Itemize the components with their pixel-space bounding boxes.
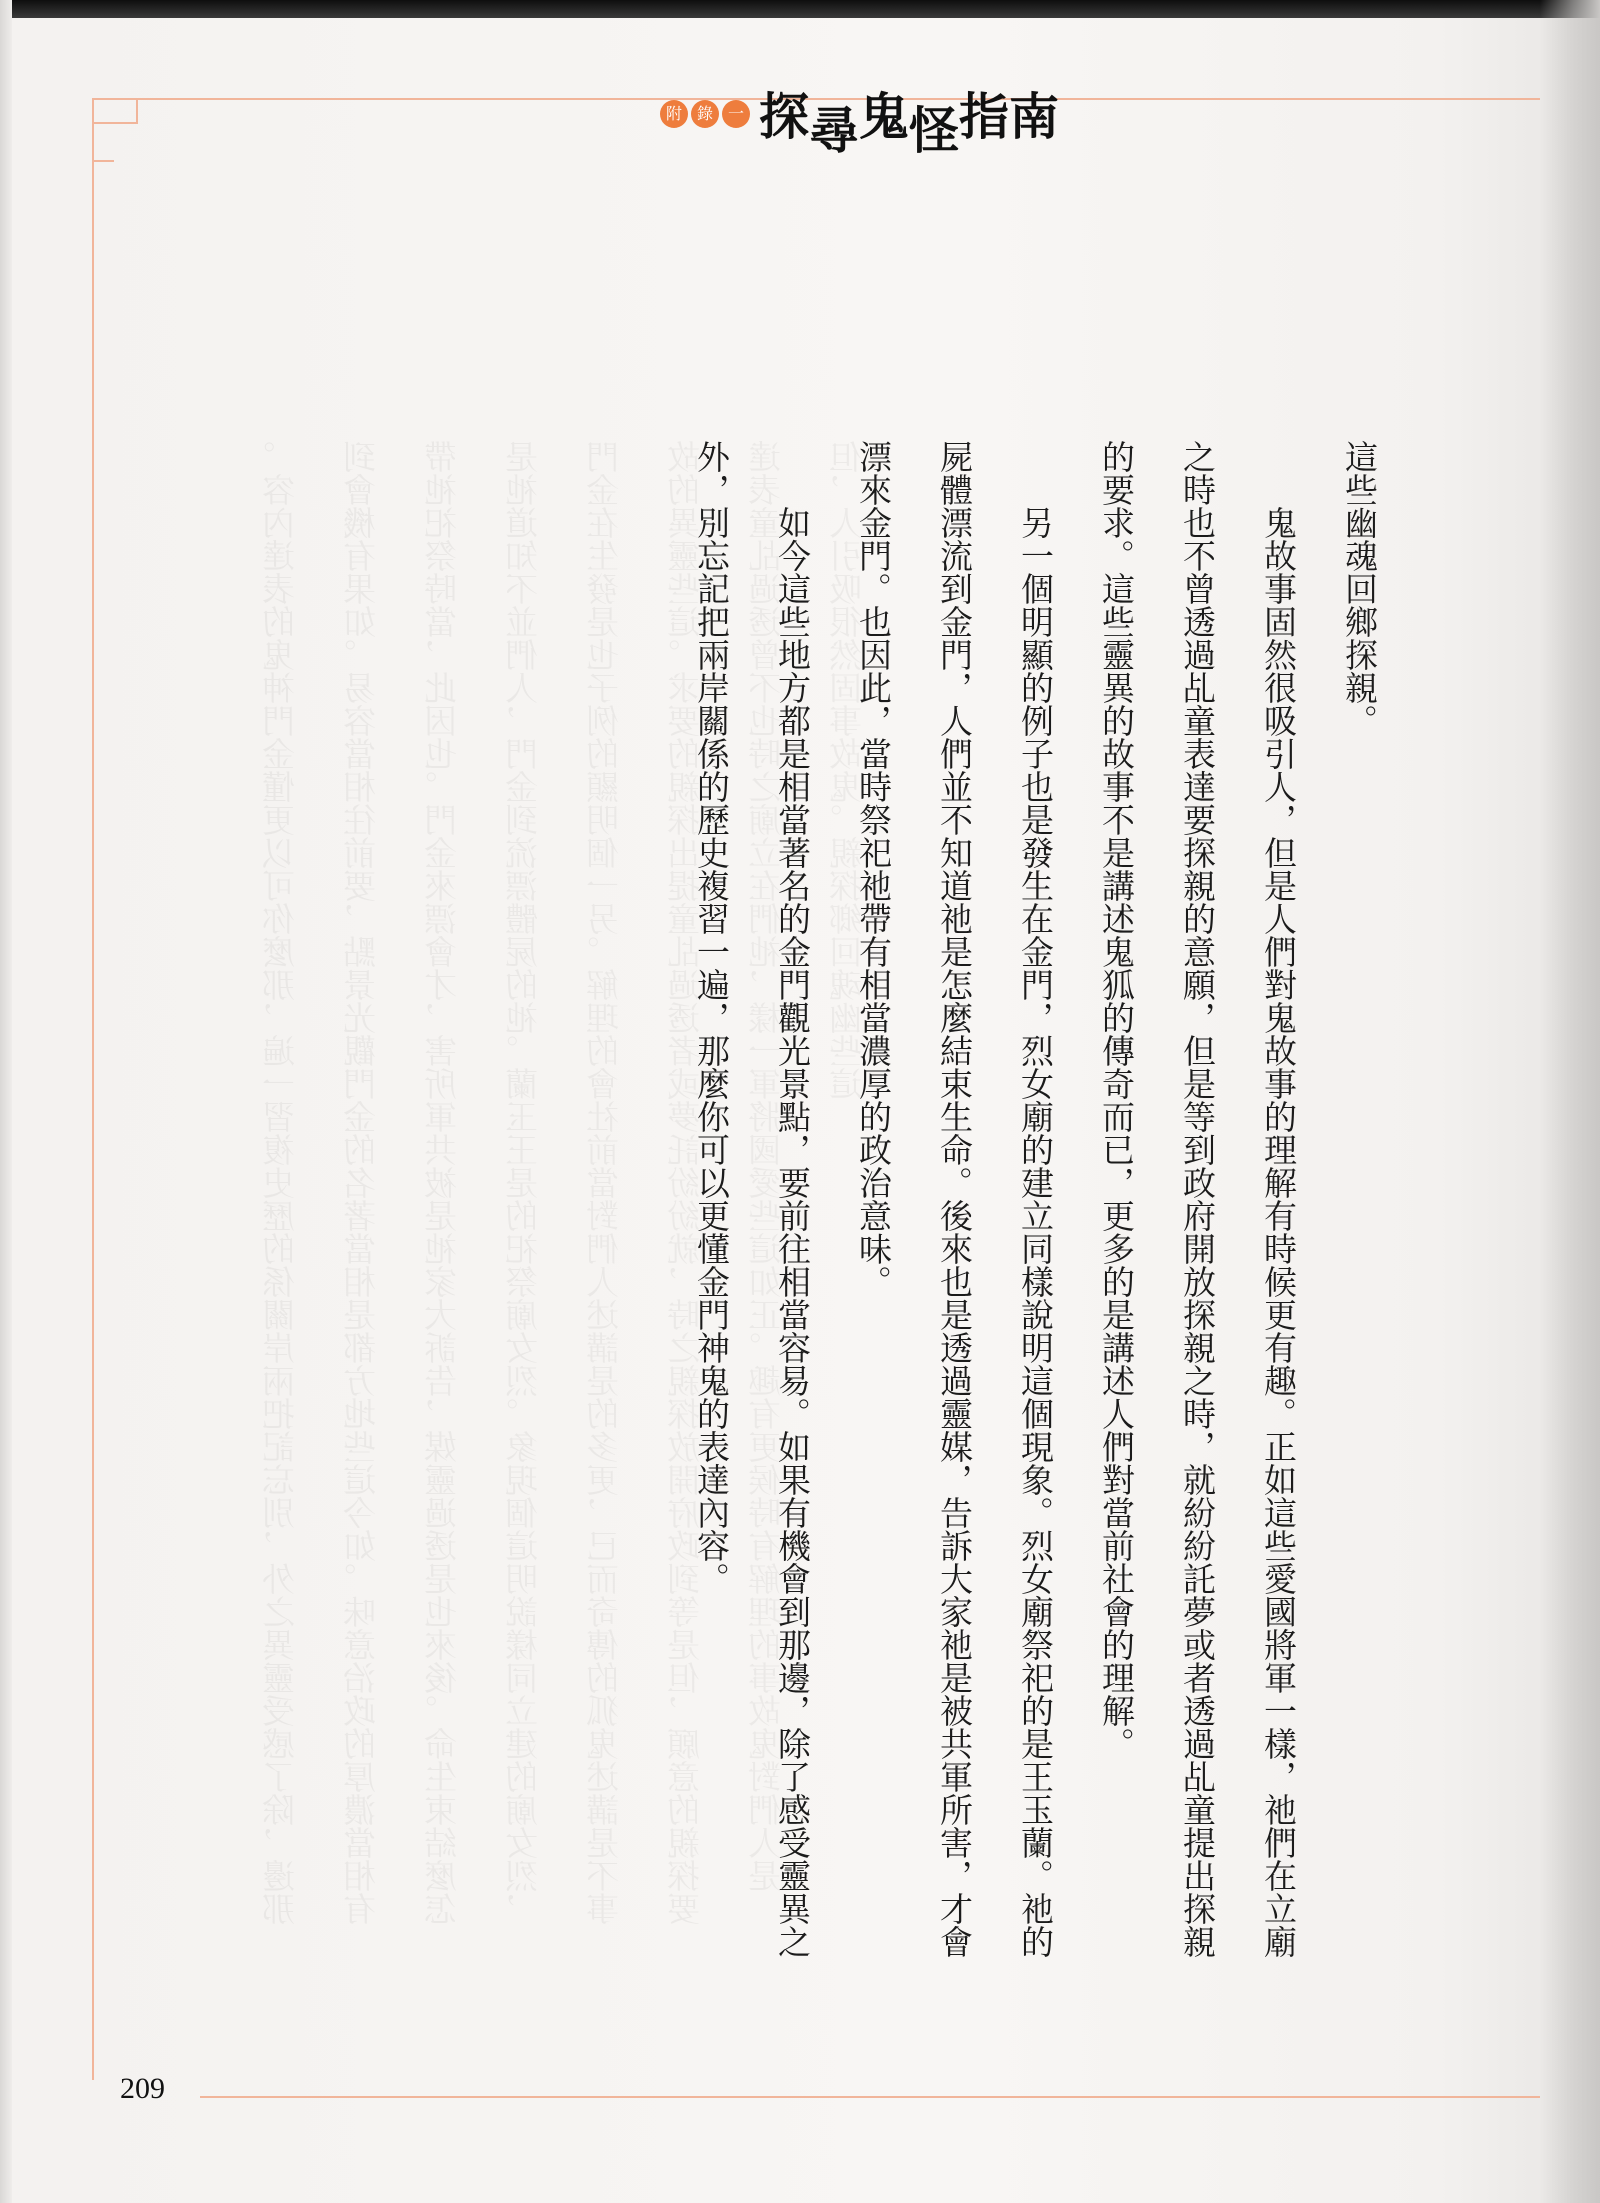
paragraph: 鬼故事固然很吸引人，但是人們對鬼故事的理解有時候更有趣。正如這些愛國將軍一樣，祂們在立廟之時也不曾透過乩童表達要探親的意願，但是等到政府開放探親之時，就紛紛託夢或者透過乩童提出探親的要求。這些靈異的故事不是講述鬼狐的傳奇而已，更多的是講述人們對當前社會的理解。 <box>1097 440 1298 1958</box>
appendix-badge-char: 附 <box>660 100 688 128</box>
appendix-badge <box>660 100 753 128</box>
header-title-char: 鬼 <box>859 88 909 146</box>
paragraph: 這些幽魂回鄉探親。 <box>1340 440 1379 737</box>
header-title-char: 指 <box>959 88 1009 146</box>
header-title-char: 南 <box>1009 88 1059 146</box>
body-text <box>320 440 1400 1960</box>
appendix-badge-char: 錄 <box>691 100 719 128</box>
paragraph: 另一個明顯的例子也是發生在金門，烈女廟的建立同樣說明這個現象。烈女廟祭祀的是王玉蘭。祂的屍體漂流到金門，人們並不知道祂是怎麼結束生命。後來也是透過靈媒，告訴大家祂是被共軍所害，才會漂來金門。也因此，當時祭祀祂帶有相當濃厚的政治意味。 <box>854 440 1055 1958</box>
scan-top-edge <box>0 0 1600 18</box>
appendix-badge-char: 一 <box>722 100 750 128</box>
header-title-char: 怪 <box>909 102 959 160</box>
header-title-char: 尋 <box>809 102 859 160</box>
scan-left-edge <box>0 0 12 2203</box>
page-gutter-shadow <box>1540 0 1600 2203</box>
header-title-char: 探 <box>759 88 809 146</box>
running-header <box>660 52 1059 160</box>
paragraph: 如今這些地方都是相當著名的金門觀光景點，要前往相當容易。如果有機會到那邊，除了感受靈異之外，別忘記把兩岸關係的歷史複習一遍，那麼你可以更懂金門神鬼的表達內容。 <box>692 440 812 1958</box>
page-number: 209 <box>120 2072 165 2105</box>
